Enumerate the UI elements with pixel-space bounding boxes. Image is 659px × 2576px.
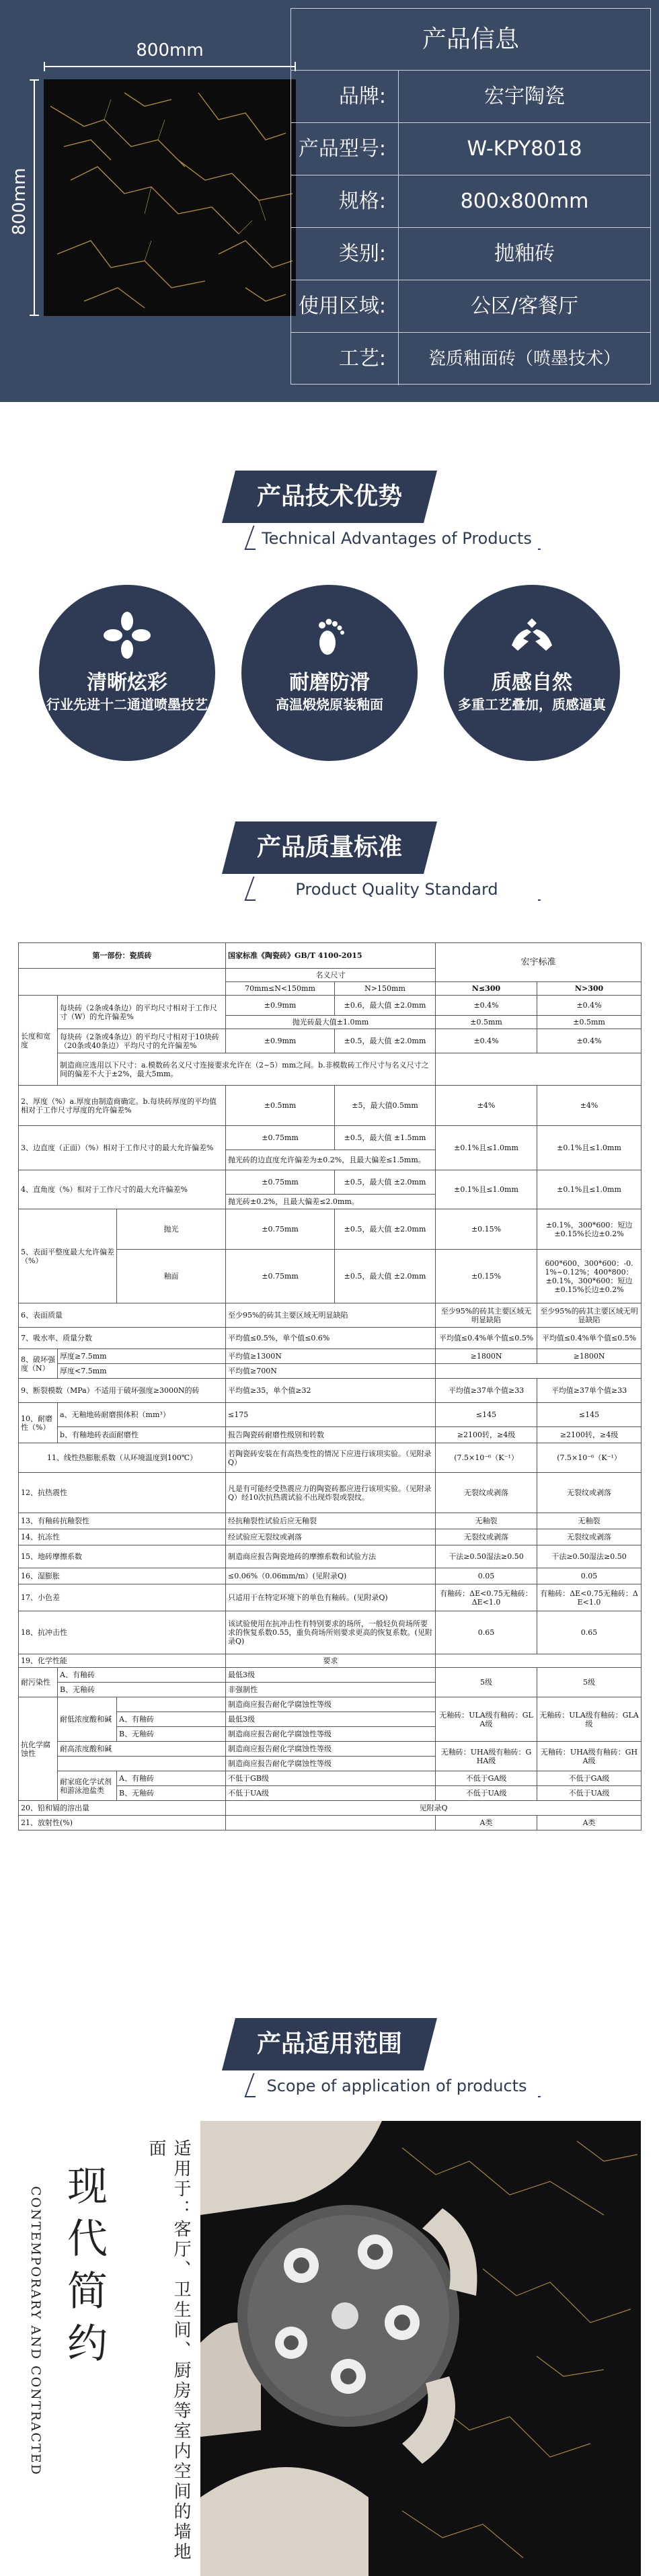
table-cell: 制造商应报告耐化学腐蚀性等级 bbox=[226, 1757, 436, 1771]
table-cell: ≥1800N bbox=[537, 1349, 642, 1364]
table-cell: ≥2100转，≥4级 bbox=[537, 1427, 642, 1443]
tile-height-label: 800mm bbox=[9, 167, 30, 236]
table-cell: 无裂纹或剥落 bbox=[537, 1529, 642, 1545]
table-cell: 无釉裂 bbox=[436, 1513, 537, 1529]
section-title: 产品质量标准 bbox=[256, 834, 402, 861]
row-text: 20、铅和镉的溶出量 bbox=[19, 1801, 226, 1816]
slogan-en: CONTEMPORARY AND CONTRACTED bbox=[28, 2186, 43, 2476]
section-banner-scope bbox=[0, 2018, 659, 2099]
row-text: 3、边直度（正面）（%）相对于工作尺寸的最大允许偏差% bbox=[19, 1126, 226, 1170]
row-text: 11、线性热膨胀系数（从环境温度到100℃） bbox=[19, 1443, 226, 1473]
table-cell: ±0.4% bbox=[436, 1029, 537, 1053]
section-banner-advantages bbox=[0, 471, 659, 551]
table-cell: 厚度≥7.5mm bbox=[58, 1349, 226, 1364]
table-cell: ±0.1%且≤1.0mm bbox=[436, 1126, 537, 1170]
marble-veins-graphic bbox=[44, 79, 296, 316]
table-cell: 厚度<7.5mm bbox=[58, 1364, 226, 1379]
row-text: 15、地砖摩擦系数 bbox=[19, 1545, 226, 1568]
table-cell: B、无釉砖 bbox=[117, 1727, 226, 1742]
table-cell: ±4% bbox=[537, 1086, 642, 1126]
section-subtitle: Product Quality Standard bbox=[256, 877, 538, 902]
info-value: 抛釉砖 bbox=[494, 242, 555, 266]
table-cell: 抛光砖最大值±1.0mm bbox=[226, 1016, 436, 1029]
table-cell: 要求 bbox=[226, 1654, 436, 1668]
row-text: 抗化学腐蚀性 bbox=[19, 1697, 58, 1801]
table-cell: 不低于GB级 bbox=[226, 1771, 436, 1786]
table-cell: (7.5×10⁻⁶（K⁻¹） bbox=[537, 1443, 642, 1473]
table-cell: 5级 bbox=[436, 1668, 537, 1697]
info-key: 品牌: bbox=[291, 71, 399, 122]
table-cell: 经抗釉裂性试验后应无釉裂 bbox=[226, 1513, 436, 1529]
row-text: 4、直角度（%）相对于工作尺寸的最大允许偏差% bbox=[19, 1170, 226, 1209]
table-cell: 不低于UA级 bbox=[436, 1786, 537, 1801]
product-info-title: 产品信息 bbox=[291, 9, 650, 71]
table-cell: 平均值≤0.5%，单个值≤0.6% bbox=[226, 1328, 436, 1349]
row-text: 9、断裂模数（MPa）不适用于破坏强度≥3000N的砖 bbox=[19, 1379, 226, 1403]
row-text: 2、厚度（%）a.厚度由制造商确定。b.每块砖厚度的平均值相对于工作尺寸厚度的允许偏差% bbox=[19, 1086, 226, 1126]
table-cell: ±0.6，最大值 ±2.0mm bbox=[335, 996, 436, 1016]
width-dimension-line bbox=[44, 66, 296, 67]
table-cell: 0.65 bbox=[537, 1611, 642, 1654]
table-cell: 有釉砖：ΔE<0.75无釉砖：ΔE<1.0 bbox=[537, 1584, 642, 1611]
company-standard-label: 宏宇标准 bbox=[436, 943, 642, 982]
info-key: 类别: bbox=[291, 228, 399, 280]
table-cell: 若陶瓷砖安装在有高热变性的情况下应进行该项实验。（见附录Q） bbox=[226, 1443, 436, 1473]
table-cell: 平均值≥37单个值≥33 bbox=[537, 1379, 642, 1403]
footprint-icon bbox=[306, 612, 353, 659]
table-cell: 0.65 bbox=[436, 1611, 537, 1654]
col-header: N>300 bbox=[537, 982, 642, 996]
hands-icon bbox=[508, 612, 555, 659]
col-header: N≤300 bbox=[436, 982, 537, 996]
info-key: 工艺: bbox=[291, 333, 399, 385]
table-cell: ±5，最大值0.5mm bbox=[335, 1086, 436, 1126]
pinwheel-icon bbox=[104, 612, 151, 659]
advantage-title: 耐磨防滑 bbox=[289, 671, 370, 694]
row-text: 13、有釉砖抗釉裂性 bbox=[19, 1513, 226, 1529]
table-cell: 有釉砖：ΔE<0.75无釉砖：ΔE<1.0 bbox=[436, 1584, 537, 1611]
table-cell: ±0.4% bbox=[537, 1029, 642, 1053]
section-title: 产品技术优势 bbox=[256, 483, 402, 510]
table-cell: ≤175 bbox=[226, 1403, 436, 1427]
advantage-desc: 行业先进十二通道喷墨技艺 bbox=[46, 696, 208, 713]
section-subtitle: Scope of application of products bbox=[256, 2073, 538, 2099]
row-text: 14、抗冻性 bbox=[19, 1529, 226, 1545]
empty-cell bbox=[436, 1364, 642, 1379]
section-subtitle: Technical Advantages of Products bbox=[256, 526, 538, 551]
table-cell: 抛光砖±0.2%，且最大偏差≤2.0mm。 bbox=[226, 1195, 436, 1209]
row-text: 16、湿膨胀 bbox=[19, 1568, 226, 1584]
table-cell: 只适用于在特定环境下的单色有釉砖。(见附录Q) bbox=[226, 1584, 436, 1611]
table-cell: 平均值≤0.4%单个值≤0.5% bbox=[436, 1328, 537, 1349]
table-cell: 至少95%的砖其主要区域无明显缺陷 bbox=[436, 1303, 537, 1328]
table-cell: ±0.5，最大值 ±2.0mm bbox=[335, 1170, 436, 1195]
row-text: 12、抗热震性 bbox=[19, 1473, 226, 1513]
table-cell: 无裂纹或剥落 bbox=[537, 1473, 642, 1513]
table-cell: a、无釉地砖耐磨损体积（mm³） bbox=[58, 1403, 226, 1427]
row-note: 制造商应选用以下尺寸：a.模数砖名义尺寸连接要求允许在（2~5）mm之间。b.非模数砖工作尺寸与名义尺寸之间的偏差不大于±2%，最大5mm。 bbox=[58, 1053, 436, 1086]
table-cell: 最低3级 bbox=[226, 1712, 436, 1727]
table-cell: ±0.4% bbox=[537, 996, 642, 1016]
table-cell: 至少95%的砖其主要区域无明显缺陷 bbox=[537, 1303, 642, 1328]
table-cell: 报告陶瓷砖耐磨性级别和转数 bbox=[226, 1427, 436, 1443]
table-cell: b、有釉地砖表面耐磨性 bbox=[58, 1427, 226, 1443]
dining-room-graphic bbox=[200, 2121, 641, 2576]
row-text: 19、化学性能 bbox=[19, 1654, 226, 1668]
advantage-card-wear bbox=[241, 585, 418, 761]
empty-cell bbox=[117, 1697, 226, 1712]
advantage-desc: 多重工艺叠加，质感逼真 bbox=[458, 696, 606, 713]
table-cell: 耐低浓度酸和碱 bbox=[58, 1697, 117, 1742]
table-cell: (7.5×10⁻⁶（K⁻¹） bbox=[436, 1443, 537, 1473]
table-cell: 5级 bbox=[537, 1668, 642, 1697]
table-cell: 釉面 bbox=[117, 1250, 226, 1303]
table-cell: 制造商应报告耐化学腐蚀性等级 bbox=[226, 1727, 436, 1742]
table-cell: ≥1800N bbox=[436, 1349, 537, 1364]
empty-cell bbox=[226, 1816, 436, 1830]
table-cell: 该试验使用在抗冲击性有特别要求的场所，一般轻负荷场所要求的恢复系数0.55，重负荷场所则要求更高的恢复系数。(见附录Q) bbox=[226, 1611, 436, 1654]
table-cell: 无釉砖：ULA级有釉砖：GLA级 bbox=[537, 1697, 642, 1742]
table-cell: ±0.5mm bbox=[226, 1086, 335, 1126]
info-row-size bbox=[291, 175, 650, 228]
table-cell: 平均值≥37单个值≥33 bbox=[436, 1379, 537, 1403]
table-cell: ≤0.06%（0.06mm/m）(见附录Q) bbox=[226, 1568, 436, 1584]
table-cell: 平均值≤0.4%单个值≤0.5% bbox=[537, 1328, 642, 1349]
table-cell: 600*600、300*600：-0.1%~0.12%；400*800：±0.1%，300*600：短边±0.15%长边±0.2% bbox=[537, 1250, 642, 1303]
info-row-brand bbox=[291, 71, 650, 123]
table-cell: 不低于UA级 bbox=[537, 1786, 642, 1801]
section-title: 产品适用范围 bbox=[256, 2030, 402, 2058]
info-row-model bbox=[291, 123, 650, 175]
usage-text: 适用于：客厅、卫生间、厨房等室内空间的墙地面 bbox=[146, 2139, 191, 2563]
table-cell: ≤145 bbox=[537, 1403, 642, 1427]
row-text: 21、放射性(%) bbox=[19, 1816, 226, 1830]
row-text: 耐污染性 bbox=[19, 1668, 58, 1697]
empty-cell bbox=[436, 1053, 642, 1086]
table-cell: 无裂纹或剥落 bbox=[436, 1473, 537, 1513]
table-cell: ±0.1%且≤1.0mm bbox=[537, 1170, 642, 1209]
row-text: 10、耐磨性（%） bbox=[19, 1403, 58, 1443]
row-label: 长度和宽度 bbox=[19, 996, 58, 1086]
col-header: N>150mm bbox=[335, 982, 436, 996]
table-cell: 经试验应无裂纹或剥落 bbox=[226, 1529, 436, 1545]
table-cell: 耐家庭化学试剂和游泳池盐类 bbox=[58, 1771, 117, 1801]
table-cell: ±0.1%且≤1.0mm bbox=[537, 1126, 642, 1170]
tile-width-label: 800mm bbox=[136, 40, 204, 61]
table-cell: A、有釉砖 bbox=[117, 1712, 226, 1727]
table-cell: ≤145 bbox=[436, 1403, 537, 1427]
section-banner-quality bbox=[0, 821, 659, 902]
table-cell: A、有釉砖 bbox=[58, 1668, 226, 1683]
row-text: 17、小色差 bbox=[19, 1584, 226, 1611]
product-info-header bbox=[0, 0, 659, 402]
info-row-process bbox=[291, 333, 650, 385]
advantage-card-texture bbox=[444, 585, 620, 761]
table-cell: 干法≥0.50湿法≥0.50 bbox=[537, 1545, 642, 1568]
table-cell: A类 bbox=[436, 1816, 537, 1830]
table-cell: 凡是有可能经受热震应力的陶瓷砖都应进行该项实验。（见附录Q）经10次抗热震试验不出现炸裂或裂纹。 bbox=[226, 1473, 436, 1513]
table-cell: ±0.9mm bbox=[226, 1029, 335, 1053]
part-label: 第一部份：瓷质砖 bbox=[19, 943, 226, 969]
table-cell: 不低于GA级 bbox=[436, 1771, 537, 1786]
table-cell: ±0.5，最大值 ±2.0mm bbox=[335, 1209, 436, 1250]
info-key: 规格: bbox=[291, 175, 399, 227]
empty-cell bbox=[19, 969, 226, 996]
row-text: 每块砖（2条或4条边）的平均尺寸相对于工作尺寸（W）的允许偏差% bbox=[58, 996, 226, 1029]
empty-cell bbox=[436, 1654, 642, 1668]
table-cell: 干法≥0.50湿法≥0.50 bbox=[436, 1545, 537, 1568]
table-cell: ≥2100转，≥4级 bbox=[436, 1427, 537, 1443]
row-text: 7、吸水率、质量分数 bbox=[19, 1328, 226, 1349]
table-cell: 无釉砖：ULA级有釉砖：GLA级 bbox=[436, 1697, 537, 1742]
table-cell: ±0.15% bbox=[436, 1250, 537, 1303]
table-cell: 最低3级 bbox=[226, 1668, 436, 1683]
row-text: 8、破坏强度（N） bbox=[19, 1349, 58, 1379]
table-cell: ±0.5mm bbox=[436, 1016, 537, 1029]
advantage-title: 清晰炫彩 bbox=[87, 671, 167, 694]
table-cell: 抛光砖的边直度允许偏差为±0.2%，且最大偏差≤1.5mm。 bbox=[226, 1150, 436, 1170]
table-cell: A、有釉砖 bbox=[117, 1771, 226, 1786]
table-cell: 无裂纹或剥落 bbox=[436, 1529, 537, 1545]
table-cell: ±0.9mm bbox=[226, 996, 335, 1016]
tile-sample-image bbox=[44, 79, 296, 316]
table-cell: 抛光 bbox=[117, 1209, 226, 1250]
table-cell: ±0.5mm bbox=[537, 1016, 642, 1029]
product-info-table bbox=[290, 8, 651, 385]
row-text: 6、表面质量 bbox=[19, 1303, 226, 1328]
table-cell: 至少95%的砖其主要区域无明显缺陷 bbox=[226, 1303, 436, 1328]
table-cell: 不低于UA级 bbox=[226, 1786, 436, 1801]
table-cell: ±0.75mm bbox=[226, 1209, 335, 1250]
table-cell: B、无釉砖 bbox=[58, 1683, 226, 1697]
table-cell: 平均值≥700N bbox=[226, 1364, 436, 1379]
info-value: W-KPY8018 bbox=[467, 137, 582, 161]
advantage-desc: 高温煅烧原装釉面 bbox=[276, 696, 383, 713]
advantage-title: 质感自然 bbox=[492, 671, 572, 694]
room-scene-image bbox=[200, 2121, 641, 2576]
table-cell: 制造商应报告陶瓷地砖的摩擦系数和试验方法 bbox=[226, 1545, 436, 1568]
quality-standard-table bbox=[18, 942, 641, 1964]
table-cell: 不低于GA级 bbox=[537, 1771, 642, 1786]
row-text: 18、抗冲击性 bbox=[19, 1611, 226, 1654]
table-cell: 无釉裂 bbox=[537, 1513, 642, 1529]
info-value: 瓷质釉面砖（喷墨技术） bbox=[428, 349, 621, 369]
info-value: 800x800mm bbox=[460, 190, 589, 213]
info-key: 产品型号: bbox=[291, 123, 399, 175]
col-header: 70mm≤N<150mm bbox=[226, 982, 335, 996]
national-standard-label: 国家标准《陶瓷砖》GB/T 4100-2015 bbox=[226, 943, 436, 969]
table-cell: ±0.4% bbox=[436, 996, 537, 1016]
table-cell: ±0.5，最大值 ±1.5mm bbox=[335, 1126, 436, 1150]
nominal-size-header: 名义尺寸 bbox=[226, 969, 436, 982]
table-cell: ±0.75mm bbox=[226, 1126, 335, 1150]
table-cell: 耐高浓度酸和碱 bbox=[58, 1742, 226, 1757]
table-cell: 制造商应报告耐化学腐蚀性等级 bbox=[226, 1742, 436, 1757]
table-cell: 制造商应报告耐化学腐蚀性等级 bbox=[226, 1697, 436, 1712]
slogan-cn: 现代简约 bbox=[61, 2165, 108, 2374]
table-cell: 见附录Q bbox=[226, 1801, 642, 1816]
row-text: 每块砖（2条或4条边）的平均尺寸相对于10块砖（20条或40条边）平均尺寸的允许偏差% bbox=[58, 1029, 226, 1053]
advantage-card-clarity bbox=[39, 585, 215, 761]
info-value: 宏宇陶瓷 bbox=[484, 85, 565, 108]
table-cell: 平均值≥1300N bbox=[226, 1349, 436, 1364]
info-key: 使用区域: bbox=[291, 280, 399, 332]
table-cell: B、无釉砖 bbox=[117, 1786, 226, 1801]
table-cell: 无釉砖：UHA级有釉砖：GHA级 bbox=[537, 1742, 642, 1771]
table-cell: ±0.5，最大值 ±2.0mm bbox=[335, 1250, 436, 1303]
table-cell: ±0.5，最大值 ±2.0mm bbox=[335, 1029, 436, 1053]
empty-cell bbox=[58, 1757, 226, 1771]
table-cell: 平均值≥35，单个值≥32 bbox=[226, 1379, 436, 1403]
table-cell: A类 bbox=[537, 1816, 642, 1830]
table-cell: ±0.1%且≤1.0mm bbox=[436, 1170, 537, 1209]
table-cell: 非强制性 bbox=[226, 1683, 436, 1697]
table-cell: 0.05 bbox=[537, 1568, 642, 1584]
info-row-area bbox=[291, 280, 650, 333]
info-row-category bbox=[291, 228, 650, 280]
table-cell: ±0.1%，300*600：短边±0.15%长边±0.2% bbox=[537, 1209, 642, 1250]
table-cell: 无釉砖：UHA级有釉砖：GHA级 bbox=[436, 1742, 537, 1771]
table-cell: ±4% bbox=[436, 1086, 537, 1126]
info-value: 公区/客餐厅 bbox=[470, 294, 579, 318]
table-cell: ±0.75mm bbox=[226, 1250, 335, 1303]
row-text: 5、表面平整度最大允许偏差（%） bbox=[19, 1209, 117, 1303]
table-cell: 0.05 bbox=[436, 1568, 537, 1584]
table-cell: ±0.15% bbox=[436, 1209, 537, 1250]
table-cell: ±0.75mm bbox=[226, 1170, 335, 1195]
